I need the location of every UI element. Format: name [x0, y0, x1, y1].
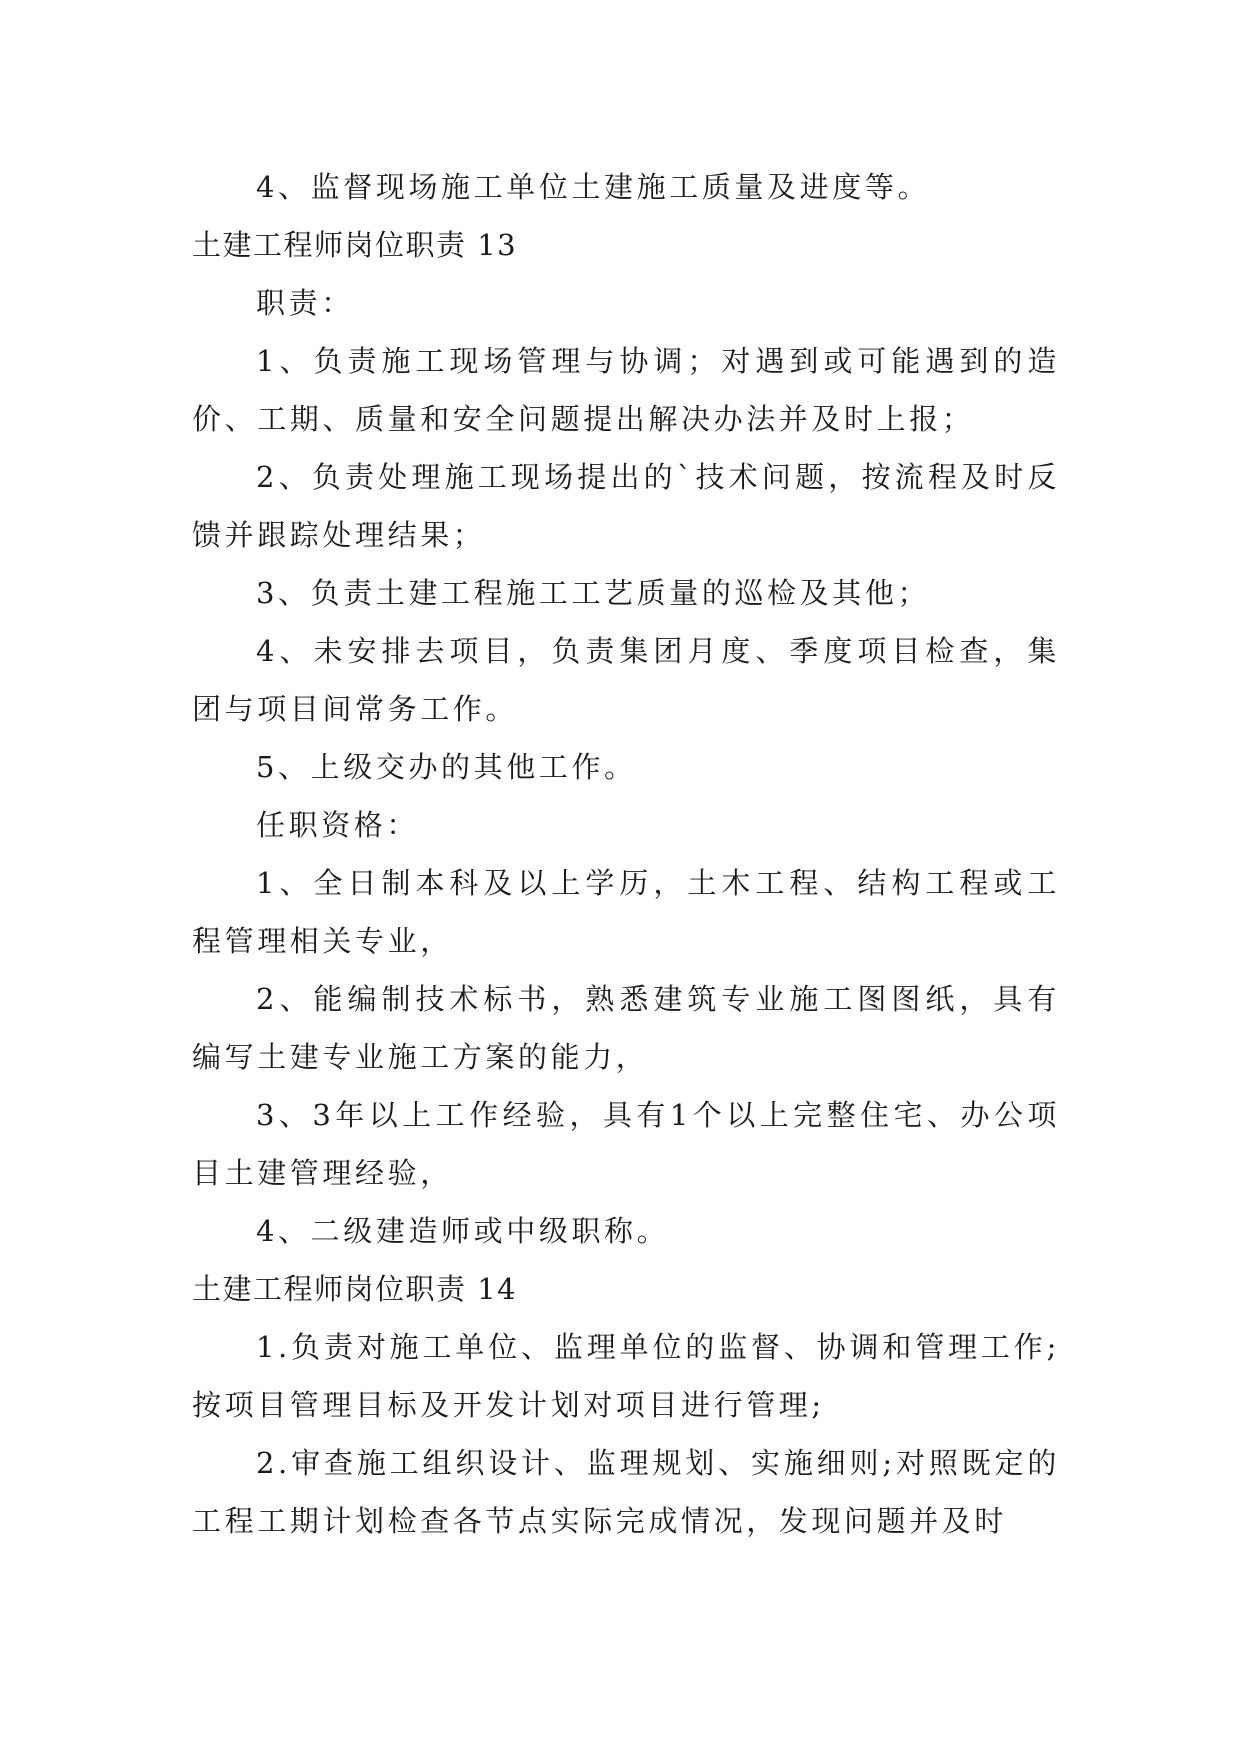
paragraph-item-1: 1.负责对施工单位、监理单位的监督、协调和管理工作;按项目管理目标及开发计划对项目进行管理; — [192, 1330, 1060, 1422]
paragraph-duty-4: 4、未安排去项目，负责集团月度、季度项目检查，集团与项目间常务工作。 — [192, 634, 1060, 726]
paragraph-duty-4-supervise: 4、监督现场施工单位土建施工质量及进度等。 — [256, 170, 931, 204]
paragraph-item-2: 2.审查施工组织设计、监理规划、实施细则;对照既定的工程工期计划检查各节点实际完成情况，发现问题并及时 — [192, 1446, 1060, 1538]
paragraph-duties-label: 职责： — [256, 286, 354, 320]
paragraph-duty-3: 3、负责土建工程施工工艺质量的巡检及其他； — [256, 576, 931, 610]
paragraph-qualification-2: 2、能编制技术标书，熟悉建筑专业施工图图纸，具有编写土建专业施工方案的能力， — [192, 982, 1060, 1074]
section-heading-13: 土建工程师岗位职责 13 — [192, 228, 518, 262]
document-body — [192, 158, 1060, 1550]
paragraph-duty-2: 2、负责处理施工现场提出的`技术问题，按流程及时反馈并跟踪处理结果； — [192, 460, 1060, 552]
paragraph-qualification-4: 4、二级建造师或中级职称。 — [256, 1214, 670, 1248]
paragraph-qualification-1: 1、全日制本科及以上学历，土木工程、结构工程或工程管理相关专业， — [192, 866, 1060, 958]
paragraph-qualifications-label: 任职资格： — [256, 808, 420, 842]
paragraph-duty-5: 5、上级交办的其他工作。 — [256, 750, 637, 784]
paragraph-duty-1: 1、负责施工现场管理与协调；对遇到或可能遇到的造价、工期、质量和安全问题提出解决办法并及时上报； — [192, 344, 1060, 436]
section-heading-14: 土建工程师岗位职责 14 — [192, 1272, 518, 1306]
paragraph-qualification-3: 3、3年以上工作经验，具有1个以上完整住宅、办公项目土建管理经验， — [192, 1098, 1060, 1190]
